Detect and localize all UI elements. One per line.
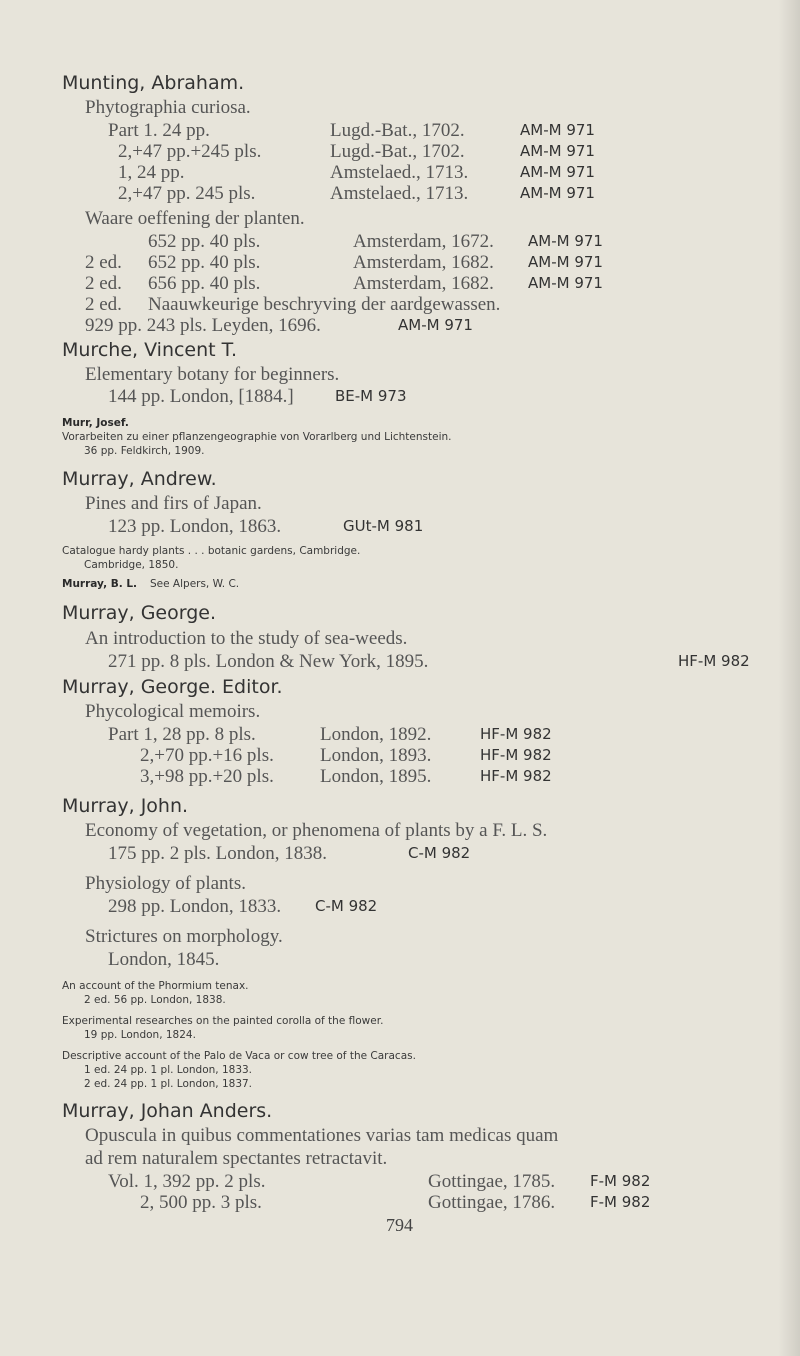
imprint: 144 pp. London, [1884.] xyxy=(108,386,294,407)
imprint: London, 1893. xyxy=(320,745,432,766)
entry-title: Strictures on morphology. xyxy=(85,926,283,947)
collation: 656 pp. 40 pls. xyxy=(148,273,261,294)
collation: 652 pp. 40 pls. xyxy=(148,231,261,252)
author-heading-small: Murr, Josef. xyxy=(62,417,129,429)
cross-reference: See Alpers, W. C. xyxy=(150,578,240,590)
entry-title-continued: ad rem naturalem spectantes retractavit. xyxy=(85,1148,388,1169)
imprint: Gottingae, 1786. xyxy=(428,1192,556,1213)
entry-title: Pines and firs of Japan. xyxy=(85,493,262,514)
shelf-code: HF-M 982 xyxy=(480,767,552,785)
entry-title: Phytographia curiosa. xyxy=(85,97,251,118)
author-heading: Munting, Abraham. xyxy=(62,72,245,94)
imprint: 929 pp. 243 pls. Leyden, 1696. xyxy=(85,315,321,336)
entry-title-small: Catalogue hardy plants . . . botanic gardens, Cambridge. xyxy=(62,545,361,557)
imprint: London, 1895. xyxy=(320,766,432,787)
entry-title: Naauwkeurige beschryving der aardgewassen. xyxy=(148,294,501,315)
part-description: 1, 24 pp. xyxy=(118,162,185,183)
shelf-code: AM-M 971 xyxy=(528,253,603,271)
author-heading: Murray, John. xyxy=(62,795,189,817)
entry-title: Waare oeffening der planten. xyxy=(85,208,305,229)
imprint: 175 pp. 2 pls. London, 1838. xyxy=(108,843,328,864)
shelf-code: BE-M 973 xyxy=(335,387,407,405)
shelf-code: HF-M 982 xyxy=(480,725,552,743)
part-description: Vol. 1, 392 pp. 2 pls. xyxy=(108,1171,266,1192)
imprint: Lugd.-Bat., 1702. xyxy=(330,141,465,162)
part-description: 2, 500 pp. 3 pls. xyxy=(140,1192,262,1213)
edition-label: 2 ed. xyxy=(85,273,122,294)
author-heading-small: Murray, B. L. xyxy=(62,578,138,590)
imprint: 271 pp. 8 pls. London & New York, 1895. xyxy=(108,651,429,672)
entry-title: Phycological memoirs. xyxy=(85,701,261,722)
author-heading: Murray, George. xyxy=(62,602,216,624)
shelf-code: AM-M 971 xyxy=(520,142,595,160)
entry-title: Economy of vegetation, or phenomena of plants by a F. L. S. xyxy=(85,820,548,841)
imprint-small: 2 ed. 24 pp. 1 pl. London, 1837. xyxy=(84,1078,253,1090)
shelf-code: C-M 982 xyxy=(408,844,471,862)
edition-label: 2 ed. xyxy=(85,252,122,273)
author-heading: Murche, Vincent T. xyxy=(62,339,238,361)
author-heading: Murray, George. Editor. xyxy=(62,676,283,698)
imprint: Amstelaed., 1713. xyxy=(330,183,469,204)
collation: 652 pp. 40 pls. xyxy=(148,252,261,273)
imprint: London, 1892. xyxy=(320,724,432,745)
imprint: Amsterdam, 1682. xyxy=(353,252,494,273)
shelf-code: F-M 982 xyxy=(590,1172,651,1190)
part-description: 2,+70 pp.+16 pls. xyxy=(140,745,274,766)
shelf-code: AM-M 971 xyxy=(520,121,595,139)
shelf-code: AM-M 971 xyxy=(520,163,595,181)
imprint-small: 1 ed. 24 pp. 1 pl. London, 1833. xyxy=(84,1064,253,1076)
part-description: 3,+98 pp.+20 pls. xyxy=(140,766,274,787)
entry-title-small: Vorarbeiten zu einer pflanzengeographie von Vorarlberg und Lichtenstein. xyxy=(62,431,452,443)
shelf-code: AM-M 971 xyxy=(520,184,595,202)
author-heading: Murray, Andrew. xyxy=(62,468,217,490)
entry-title: An introduction to the study of sea-weeds. xyxy=(85,628,408,649)
imprint: 298 pp. London, 1833. xyxy=(108,896,282,917)
shelf-code: HF-M 982 xyxy=(480,746,552,764)
part-description: Part 1. 24 pp. xyxy=(108,120,210,141)
shelf-code: C-M 982 xyxy=(315,897,378,915)
imprint: 123 pp. London, 1863. xyxy=(108,516,282,537)
entry-title-small: Experimental researches on the painted corolla of the flower. xyxy=(62,1015,384,1027)
imprint-small: 2 ed. 56 pp. London, 1838. xyxy=(84,994,226,1006)
shelf-code: AM-M 971 xyxy=(528,274,603,292)
shelf-code: F-M 982 xyxy=(590,1193,651,1211)
imprint: Lugd.-Bat., 1702. xyxy=(330,120,465,141)
shelf-code: AM-M 971 xyxy=(528,232,603,250)
shelf-code: GUt-M 981 xyxy=(343,517,424,535)
edition-label: 2 ed. xyxy=(85,294,122,315)
imprint-small: 36 pp. Feldkirch, 1909. xyxy=(84,445,205,457)
imprint-small: Cambridge, 1850. xyxy=(84,559,179,571)
imprint-small: 19 pp. London, 1824. xyxy=(84,1029,196,1041)
entry-title-small: Descriptive account of the Palo de Vaca or cow tree of the Caracas. xyxy=(62,1050,416,1062)
shelf-code: AM-M 971 xyxy=(398,316,473,334)
entry-title-small: An account of the Phormium tenax. xyxy=(62,980,249,992)
shelf-code: HF-M 982 xyxy=(678,652,750,670)
author-heading: Murray, Johan Anders. xyxy=(62,1100,273,1122)
imprint: Gottingae, 1785. xyxy=(428,1171,556,1192)
page-edge-shadow xyxy=(778,0,800,1356)
part-description: Part 1, 28 pp. 8 pls. xyxy=(108,724,256,745)
imprint: Amstelaed., 1713. xyxy=(330,162,469,183)
entry-title: Elementary botany for beginners. xyxy=(85,364,340,385)
imprint: London, 1845. xyxy=(108,949,220,970)
imprint: Amsterdam, 1682. xyxy=(353,273,494,294)
part-description: 2,+47 pp. 245 pls. xyxy=(118,183,256,204)
page-number: 794 xyxy=(386,1215,413,1235)
part-description: 2,+47 pp.+245 pls. xyxy=(118,141,262,162)
entry-title: Physiology of plants. xyxy=(85,873,246,894)
imprint: Amsterdam, 1672. xyxy=(353,231,494,252)
entry-title: Opuscula in quibus commentationes varias tam medicas quam xyxy=(85,1125,559,1146)
